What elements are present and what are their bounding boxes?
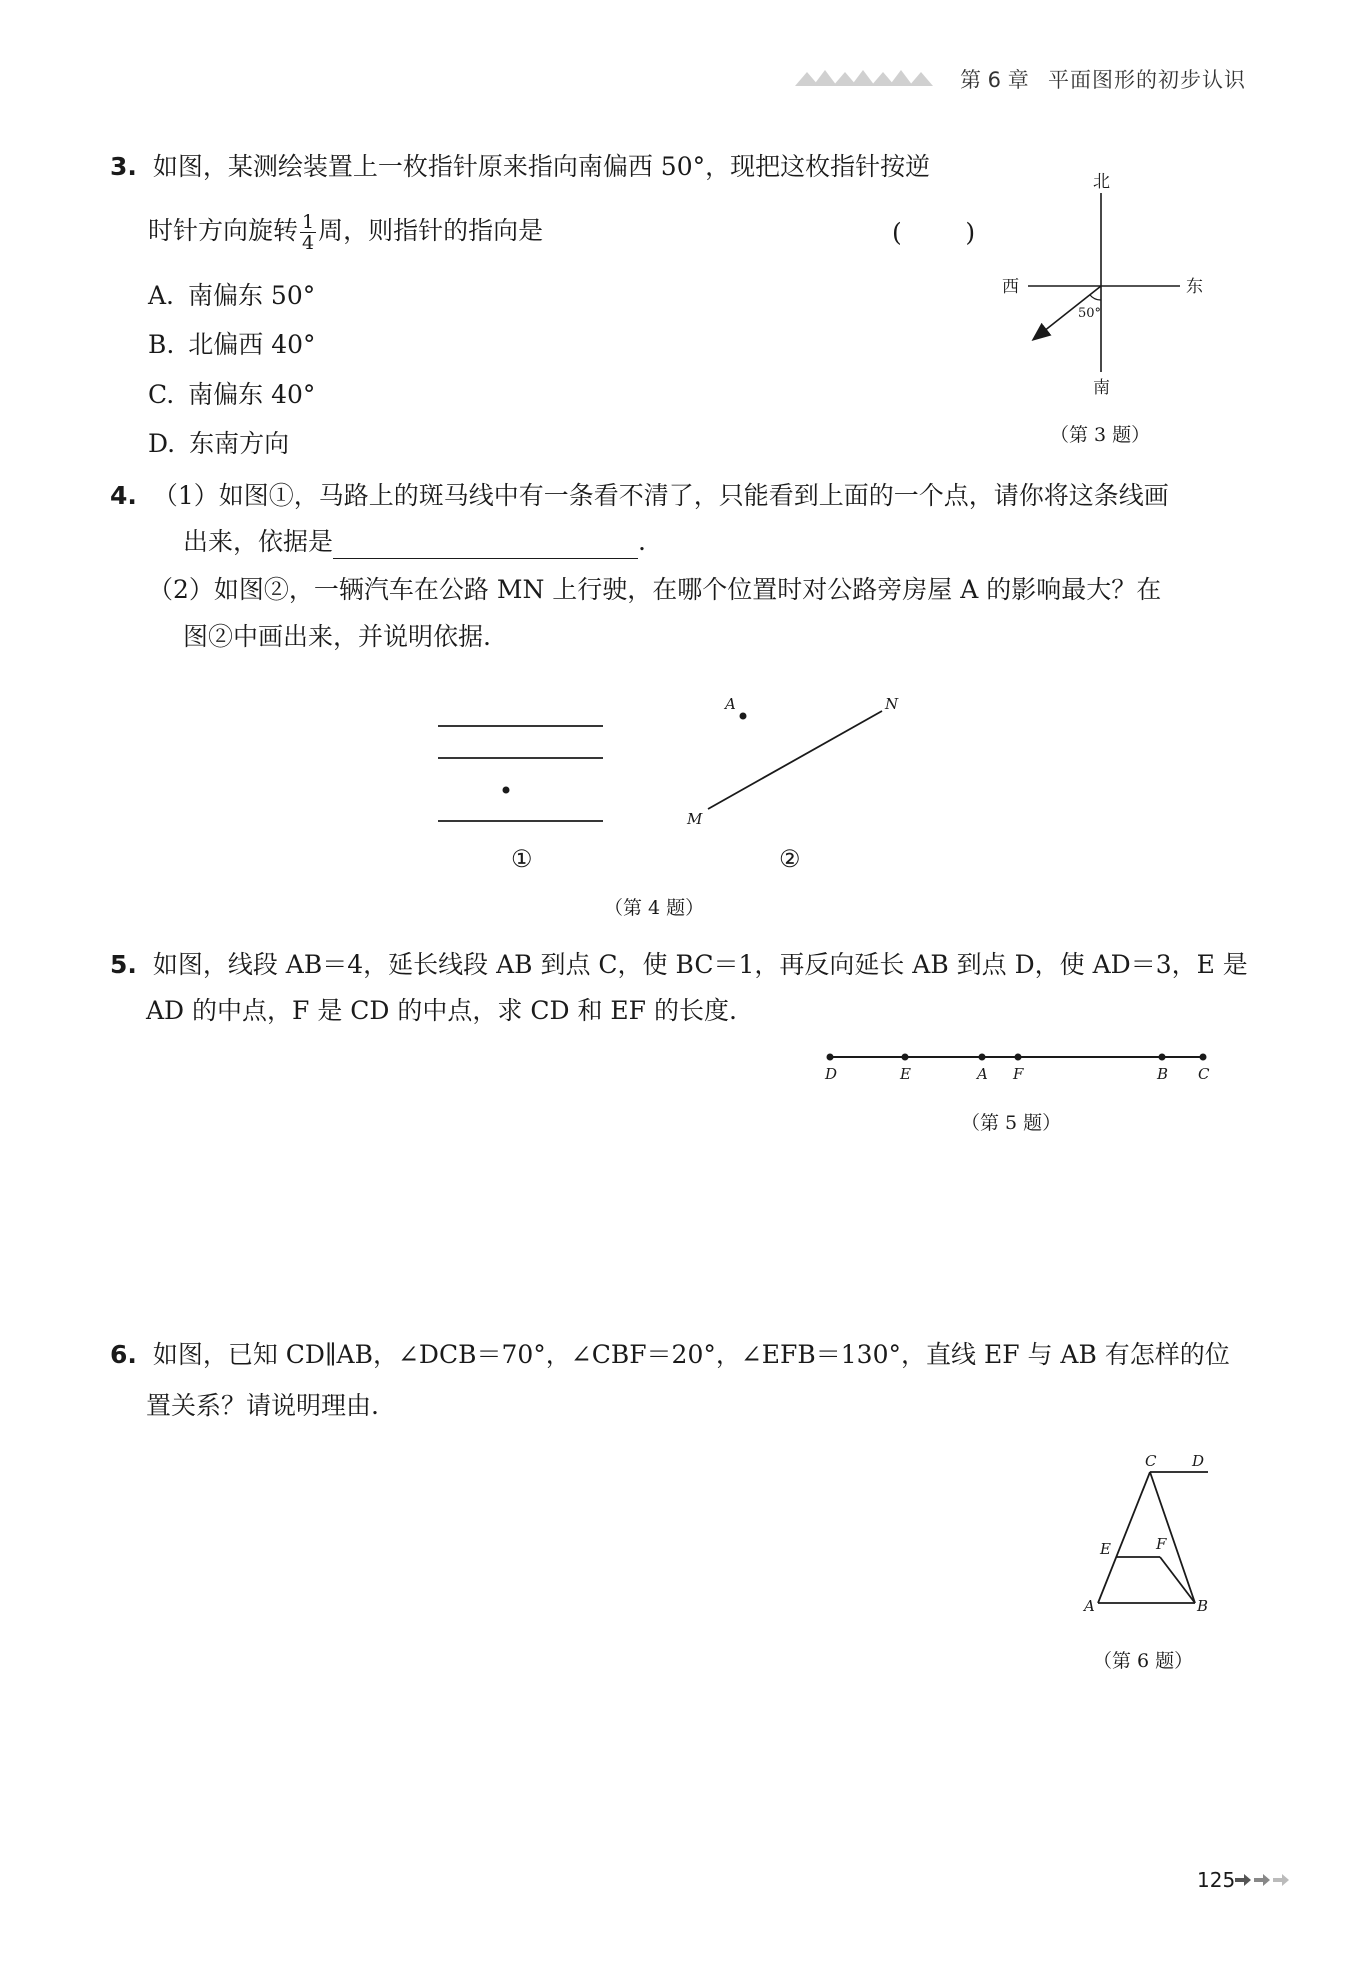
label-c6: C <box>1145 1452 1157 1470</box>
q3-option-a-text: 南偏东 50° <box>187 281 316 310</box>
q6-number: 6. <box>110 1340 137 1369</box>
q5-number: 5. <box>110 950 137 979</box>
q3-text-1: 如图，某测绘装置上一枚指针原来指向南偏西 50°，现把这枚指针按逆 <box>152 152 931 181</box>
q6-text-2: 置关系？请说明理由. <box>146 1391 379 1420</box>
chapter-title: 平面图形的初步认识 <box>1048 68 1246 92</box>
q3-frac-den: 4 <box>302 232 315 254</box>
line-ca <box>1098 1472 1150 1603</box>
page-number: 125 <box>1197 1868 1236 1892</box>
q3-option-b <box>148 328 316 362</box>
point-c <box>1200 1054 1207 1061</box>
q4-answer-blank[interactable] <box>333 532 638 559</box>
q3-text-2b: 周，则指针的指向是 <box>318 216 544 245</box>
fig1-label: ① <box>511 845 533 873</box>
q3-angle-label: 50° <box>1078 306 1102 321</box>
q3-line1 <box>110 150 930 184</box>
q3-compass-figure <box>990 165 1220 400</box>
q3-south-label: 南 <box>1093 378 1110 398</box>
q3-option-d-key: D. <box>148 429 176 458</box>
fig2-label: ② <box>779 845 801 873</box>
house-point-a <box>740 713 747 720</box>
q3-west-label: 西 <box>1002 277 1019 297</box>
zebra-point <box>503 787 510 794</box>
q6-figure <box>1070 1445 1230 1625</box>
q3-option-a <box>148 279 315 313</box>
q3-north-label: 北 <box>1093 172 1110 192</box>
label-f: F <box>1013 1065 1024 1083</box>
label-point-a: A <box>725 695 736 713</box>
q5-text-1: 如图，线段 AB＝4，延长线段 AB 到点 C，使 BC＝1，再反向延长 AB 到点 D，使 AD＝3，E 是 <box>152 950 1248 979</box>
label-point-n: N <box>885 695 899 713</box>
q4-line1 <box>110 479 1169 513</box>
point-f <box>1015 1054 1022 1061</box>
label-b6: B <box>1197 1597 1209 1615</box>
q3-caption: （第 3 题） <box>1050 424 1151 446</box>
point-d <box>827 1054 834 1061</box>
q3-option-c-key: C. <box>148 380 175 409</box>
label-e: E <box>900 1065 911 1083</box>
q3-option-b-key: B. <box>148 330 175 359</box>
q5-text-2: AD 的中点，F 是 CD 的中点，求 CD 和 EF 的长度. <box>146 996 737 1025</box>
q5-segment-figure <box>815 1045 1215 1095</box>
q6-line2 <box>146 1389 379 1423</box>
q3-option-c-text: 南偏东 40° <box>188 380 316 409</box>
q3-angle-arc <box>1090 295 1101 300</box>
q4-p2-text-1: （2）如图②，一辆汽车在公路 MN 上行驶，在哪个位置时对公路旁房屋 A 的影响最大？在 <box>148 575 1162 604</box>
q3-option-b-text: 北偏西 40° <box>188 330 316 359</box>
q4-caption: （第 4 题） <box>604 897 705 919</box>
q3-option-c <box>148 378 315 412</box>
q5-line2 <box>146 994 737 1028</box>
point-a <box>979 1054 986 1061</box>
label-point-m: M <box>687 810 703 828</box>
q6-caption: （第 6 题） <box>1093 1650 1194 1672</box>
header-decoration <box>795 66 945 92</box>
q6-text-1: 如图，已知 CD∥AB，∠DCB＝70°，∠CBF＝20°，∠EFB＝130°，直线 EF 与 AB 有怎样的位 <box>152 1340 1230 1369</box>
line-fb <box>1160 1557 1195 1603</box>
q3-text-2a: 时针方向旋转 <box>148 216 299 245</box>
q4-line3 <box>148 573 1161 607</box>
q3-answer-paren: ( ) <box>892 218 976 247</box>
label-d: D <box>825 1065 838 1083</box>
q3-fraction <box>300 212 316 253</box>
q4-figures <box>420 685 940 885</box>
q3-option-a-key: A. <box>148 281 175 310</box>
q6-line1 <box>110 1338 1230 1372</box>
q3-frac-num: 1 <box>302 211 315 233</box>
q3-east-label: 东 <box>1186 277 1203 297</box>
label-c: C <box>1198 1065 1210 1083</box>
q5-caption: （第 5 题） <box>961 1112 1062 1134</box>
q4-p1-text-1: （1）如图①，马路上的斑马线中有一条看不清了，只能看到上面的一个点，请你将这条线画 <box>152 481 1169 510</box>
q3-number: 3. <box>110 152 137 181</box>
q4-p1-period: . <box>638 527 646 556</box>
point-e <box>902 1054 909 1061</box>
page-arrows-icon <box>1235 1871 1295 1889</box>
q4-line4 <box>183 620 491 654</box>
q4-p2-text-2: 图②中画出来，并说明依据. <box>183 622 491 651</box>
label-b: B <box>1157 1065 1169 1083</box>
q3-option-d-text: 东南方向 <box>189 429 290 458</box>
q4-number: 4. <box>110 481 137 510</box>
q4-p1-text-2: 出来，依据是 <box>183 527 334 556</box>
label-e6: E <box>1100 1540 1111 1558</box>
q3-line2 <box>148 212 543 253</box>
chapter-label: 第 6 章 <box>960 68 1029 92</box>
label-a: A <box>977 1065 988 1083</box>
label-a6: A <box>1084 1597 1095 1615</box>
q3-option-d <box>148 427 289 461</box>
label-d6: D <box>1192 1452 1205 1470</box>
label-f6: F <box>1156 1535 1167 1553</box>
point-b <box>1159 1054 1166 1061</box>
q5-line1 <box>110 948 1248 982</box>
q4-line2 <box>183 525 646 559</box>
road-line-mn <box>708 711 882 809</box>
